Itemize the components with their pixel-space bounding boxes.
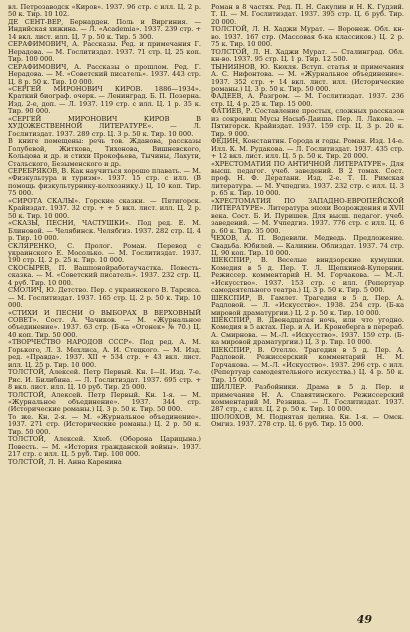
bibliography-entry: СЕРЕБРЯКОВ, В. Как научиться хорошо плавать. — М. «Физкультура и туризм». 1937. 15 стр. с илл. (В помощь физкультурнику-колхознику.) Ц. 10 коп. Тир. 75 000. <box>8 166 201 198</box>
bibliography-entry: ДЕ СЕНТ-ВЕР, Бернарден. Поль и Виргиния. — Индийская хижина. — Л. «Academia». 1937. 239 стр. + 14 вкл. лист. илл. Ц. 7 р. 50 к. Тир. 5 300. <box>8 17 201 41</box>
bibliography-entry: ФАДЕЕВ, А. Разгром. — М. Гослитиздат. 1937. 236 стр. Ц. 4 р. 25 к. Тир. 15 000. <box>211 92 404 108</box>
bibliography-entry: ШЕКСПИР, В. Отелло. Трагедия в 5 д. Пер. А. Радловой. Режиссерский комментарий Н. М. Горчакова. — М.-Л. «Искусство». 1937. 296 стр. с илл. (Репертуар самодеятельного искусства.) Ц. 4 р. 50 к. Тир. 15 000. <box>211 345 404 384</box>
bibliography-entry: ФАТИЕВ, Р. Составление простых, сложных рассказов из сокровищ Мусы Насыб-Даиша. Пер. Л. Лакова. — Пятигорск. Крайиздат. 1937. 159 стр. Ц. 3 р. 20 к. Тир. 9 000. <box>211 107 404 138</box>
bibliography-entry: «СТИХИ И ПЕСНИ О ВЫБОРАХ В ВЕРХОВНЫЙ СОВЕТ». Сост. А. Чачиков. — М. «Журнальное объединение». 1937. 63 стр. (Б-ка «Огонек» № 70.) Ц. 40 коп. Тир. 50 000. <box>8 308 201 339</box>
bibliography-entry: «ТВОРЧЕСТВО НАРОДОВ СССР». Под ред. А. М. Горького, Л. З. Мехлиса, А. И. Стецкого. — М. Изд. ред. «Правда». 1937. XII + 534 стр. + 43 вкл. лист. илл. Ц. 25 р. Тир. 10 000. <box>8 338 201 369</box>
bibliography-entry: ТОЛСТОЙ, Алексей. Петр Первый. Кн. I—II. Изд. 7-е. Рис. И. Билибина. — Л. Гослитиздат. 1937. 695 стр. + 8 вкл. лист. илл. Ц. 10 руб. Тир. 25 000. <box>8 368 201 392</box>
bibliography-entry: вл. Петрозаводск «Киров». 1937. 96 стр. с илл. Ц. 2 р. 50 к. Тир. 10 102. <box>8 4 201 19</box>
bibliography-entry: «СЕРГЕЙ МИРОНОВИЧ КИРОВ В ХУДОЖЕСТВЕННОЙ ЛИТЕРАТУРЕ». — Л. Гослитиздат. 1937. 289 стр. Ц. 3 р. 50 к. Тир. 10 000. <box>8 114 201 138</box>
bibliography-entry: СКОСЫРЕВ, П. Вашпонойработаучастка. Повесть-сказка. — М. «Советский писатель». 1937. 232 стр. Ц. 4 руб. Тир. 10 000. <box>8 263 201 287</box>
right-column <box>211 4 404 608</box>
bibliography-entry: СЕРАФИМОВИЧ, А. Рассказы. Ред. и примечания Г. Нерадова. — М. Гослитиздат. 1937. 71 стр. Ц. 25 коп. Тир. 100 000. <box>8 40 201 64</box>
bibliography-entry: В книге помещены: речь тов. Жданова, рассказы Голубевой, Житкова, Тихонова, Вишневского, Кольцова и др. и стихи Прокофьева, Тычины, Лахути, Стальского, Безыменского и др. <box>8 137 201 168</box>
bibliography-entry: ТОЛСТОЙ, Алексей. Хлеб. (Оборона Царицына.) Повесть. — М. «История гражданской войны». 1937. 217 стр. с илл. Ц. 5 руб. Тир. 100 000. <box>8 435 201 459</box>
bibliography-entry: ШЕКСПИР, В. Гамлет. Трагедия в 5 д. Пер. А. Радловой. — Л. «Искусство». 1938. 254 стр. (Б-ка мировой драматургии.) Ц. 2 р. 50 к. Тир. 10 000. <box>211 293 404 317</box>
bibliography-entry: ШЕКСПИР, В. Двенадцатая ночь, или что угодно. Комедия в 5 актах. Пер. и А. И. Кронеберга в перераб. А. Смирнова. — М.-Л. «Искусство». 1937. 159 стр. (Б-ка мировой драматургии.) Ц. 3 р. Тир. 10 000. <box>211 316 404 347</box>
bibliography-entry: ТОЛСТОЙ, Л. Н. Хаджи Мурат. — Воронеж. Обл. кн-во. 1937. 167 стр. (Массовая б-ка классиков.) Ц. 2 р. 75 к. Тир. 10 000. <box>211 25 404 49</box>
bibliography-entry: ТОЛСТОЙ, Л. Н. Хаджи Мурат. — Сталинград. Обл. кн-во. 1937. 95 стр. Ц. 1 р. Тир. 12 500. <box>211 47 404 64</box>
bibliography-entry: «ХРЕСТОМАТИЯ ПО ЗАПАДНО-ЕВРОПЕЙСКОЙ ЛИТЕРАТУРЕ». Литература эпохи Возрождения и XVII века. Сост. Б. И. Пуришев. Для высш. педагог. учеб. заведений. — М. Учпедгиз. 1937. 776 стр. с илл. Ц. 6 р. 60 к. Тир. 35 000. <box>211 196 404 235</box>
bibliography-entry: «ХРЕСТОМАТИЯ ПО АНТИЧНОЙ ЛИТЕРАТУРЕ». Для высш. педагог. учеб. заведений. В 2 томах. Сост. проф. Н. Ф. Дератани. Изд. 2-е. Т. II. Римская литература. — М. Учпедгиз. 1937. 232 стр. с илл. Ц. 3 р. 65 к. Тир. 10 000. <box>211 159 404 198</box>
bibliography-entry: ТЫНИЯНОВ, Ю. Кюхля. Вступ. статья и примечания А. С. Нифонтова. — М. «Журнальное объединение». 1937. 352 стр. + 14 вкл. лист. илл. (Исторические романы.) Ц. 3 р. 50 к. Тир. 50 000. <box>211 62 404 93</box>
bibliography-entry: СКЛЯРЕНКО, С. Пролог. Роман. Перевод с украинского Е. Мосолько. — М. Гослитиздат. 1937. 190 стр. Ц. 2 р. 25 к. Тир. 10 000. <box>8 241 201 265</box>
bibliography-entry: ШОЛОХОВ, М. Поднятая целина. Кн. 1-я. — Омск. Омгиз. 1937. 278 стр. Ц. 6 руб. Тир. 15 000. <box>211 412 404 429</box>
bibliography-entry: «СЕРГЕЙ МИРОНОВИЧ КИРОВ. 1886—1934». Краткий биограф. очерк. — Ленинград. Б. П. Позерна. Изд. 2-е, доп. — Л. 1937. 119 стр. с илл. Ц. 1 р. 35 к. Тир. 90 000. <box>8 84 201 116</box>
page-number: 49 <box>356 613 372 626</box>
bibliography-entry: ШЕКСПИР, В. Веселые виндзорские кумушки. Комедия в 5 д. Пер. Т. Л. Щепкиной-Куперник. Режиссер. комментарий Н. М. Горчакова. — М.-Л. «Искусство». 1937. 153 стр. с илл. (Репертуар самодеятельного театра.) Ц. 3 р. 50 к. Тир. 5 000. <box>211 256 404 295</box>
bibliography-entry: То же. Кн. 2-я. — М. «Журнальное объединение». 1937. 271 стр. (Исторические романы.) Ц. 2 р. 50 к. Тир. 50 000. <box>8 412 201 436</box>
bibliography-entry: ФЕДИН, Константин. Города и годы. Роман. Изд. 14-е. Илл. К. М. Рудакова. — Л. Гослитиздат. 1937. 435 стр. + 12 вкл. лист. илл. Ц. 5 р. 50 к. Тир. 20 000. <box>211 137 404 161</box>
bibliography-entry: ЧЕХОВ, А. П. Водевили. Медведь. Предложение. Свадьба. Юбилей. — Калинин. Облиздат. 1937. 74 стр. Ц. 90 коп. Тир. 10 000. <box>211 234 404 257</box>
left-column <box>8 4 201 608</box>
bibliography-entry: «СИРОТА СКАЛЫ». Горские сказки. — Пятигорск. Крайиздат. 1937. 32 стр. + + 5 вкл. лист. илл. Ц. 2 р. 50 к. Тир. 10 000. <box>8 196 201 220</box>
page-columns <box>8 4 404 608</box>
bibliography-entry: «СКАЗЫ, ПЕСНИ, ЧАСТУШКИ». Под ред. Е. М. Блиновой. — Челябинск. Челябгиз. 1937. 282 стр. Ц. 4 р. Тир. 10 000. <box>8 219 201 243</box>
bibliography-entry: ШИЛЛЕР. Разбойники. Драма в 5 д. Пер. и примечания Н. А. Славятинского. Режиссерский комментарий М. Резника. — Л. Гослитиздат. 1937. 287 стр., с илл. Ц. 2 р. 50 к. Тир. 10 000. <box>211 383 404 414</box>
bibliography-entry: ТОЛСТОЙ, Л. Н. Анна Каренина <box>8 457 122 466</box>
bibliography-entry: СЕРАФИМОВИЧ, А. Рассказы о прошлом. Ред. Г. Нерадова. — М. «Советский писатель». 1937. 443 стр. Ц. 8 р. 50 к. Тир. 10 000. <box>8 62 201 86</box>
bibliography-entry: Роман в 8 частях. Ред. П. Н. Сакулин и Н. К. Гудзий. Т. II. — М. Гослитиздат. 1937. 395 стр. Ц. 6 руб. Тир. 20 000. <box>211 4 404 26</box>
bibliography-entry: СМОЛИЧ, Ю. Детство. Пер. с украинского В. Тарсиса. — М. Гослитиздат. 1937. 165 стр. Ц. 2 р. 50 к. Тир. 10 000. <box>8 286 201 310</box>
bibliography-entry: ТОЛСТОЙ, Алексей. Петр Первый. Кн. 1-я. — М. «Журнальное объединение». 1937. 344 стр. (Исторические романы.) Ц. 3 р. 50 к. Тир. 50 000. <box>8 390 201 414</box>
